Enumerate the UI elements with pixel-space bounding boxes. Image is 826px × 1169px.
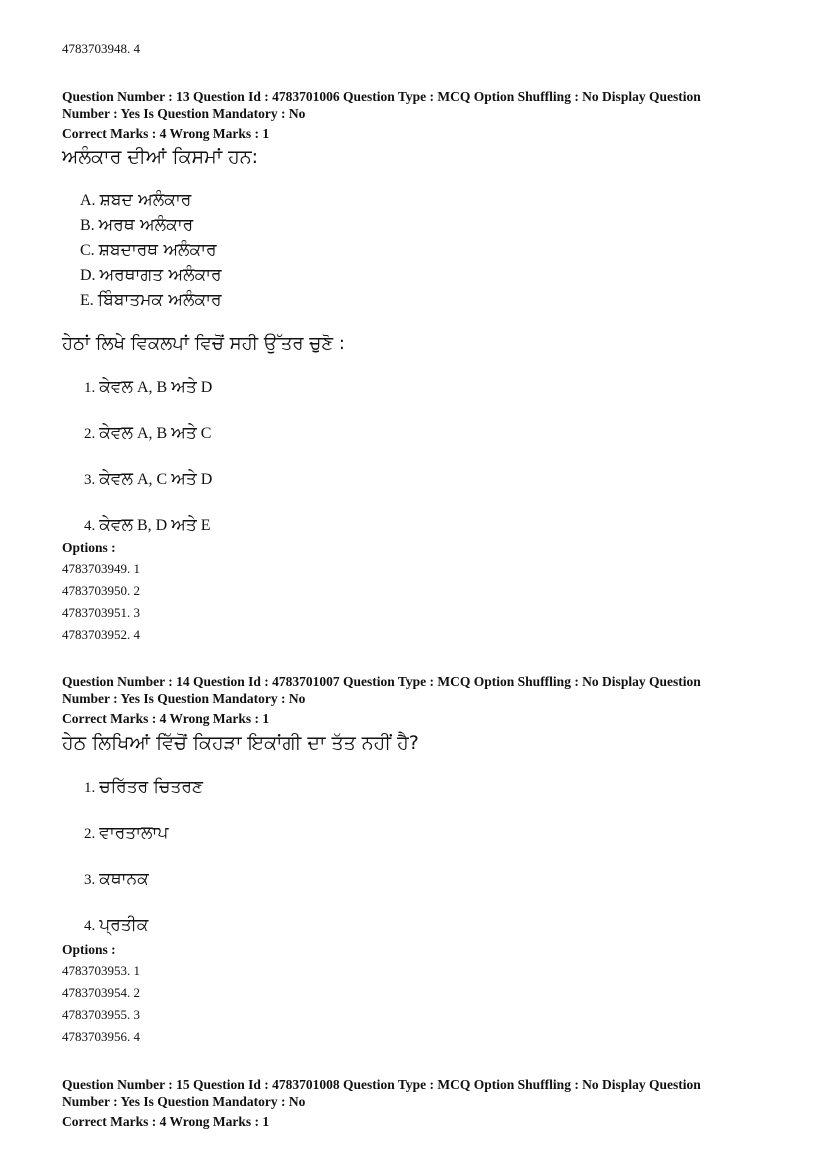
option-id: 4783703952. 4	[62, 627, 140, 642]
question-meta-line1: Question Number : 13 Question Id : 4783701006 Question Type : MCQ Option Shuffling : No Display Question	[62, 89, 701, 104]
question-marks: Correct Marks : 4 Wrong Marks : 1	[62, 1114, 270, 1129]
option-id: 4783703949. 1	[62, 561, 140, 576]
choice-3: 3. ਕੇਵਲ A, C ਅਤੇ D	[84, 469, 213, 489]
choice-2: 2. ਵਾਰਤਾਲਾਪ	[84, 823, 169, 843]
options-label: Options :	[62, 942, 116, 957]
statement-c: C. ਸ਼ਬਦਾਰਥ ਅਲੰਕਾਰ	[80, 240, 217, 260]
option-id: 4783703953. 1	[62, 963, 140, 978]
statement-e: E. ਬਿੰਬਾਤਮਕ ਅਲੰਕਾਰ	[80, 290, 222, 310]
statement-b: B. ਅਰਥ ਅਲੰਕਾਰ	[80, 215, 194, 235]
option-id: 4783703956. 4	[62, 1029, 140, 1044]
option-id: 4783703951. 3	[62, 605, 140, 620]
choice-3: 3. ਕਥਾਨਕ	[84, 869, 149, 889]
question-meta-line2: Number : Yes Is Question Mandatory : No	[62, 1094, 306, 1109]
question-meta-line2: Number : Yes Is Question Mandatory : No	[62, 691, 306, 706]
instruction-text: ਹੇਠਾਂ ਲਿਖੇ ਵਿਕਲਪਾਂ ਵਿਚੋਂ ਸਹੀ ਉੱਤਰ ਚੁਣੋ :	[62, 333, 345, 354]
choice-2: 2. ਕੇਵਲ A, B ਅਤੇ C	[84, 423, 212, 443]
option-id: 4783703955. 3	[62, 1007, 140, 1022]
question-meta-line1: Question Number : 14 Question Id : 4783701007 Question Type : MCQ Option Shuffling : No Display Question	[62, 674, 701, 689]
choice-1: 1. ਚਰਿੱਤਰ ਚਿਤਰਣ	[84, 777, 203, 797]
option-id: 4783703954. 2	[62, 985, 140, 1000]
question-text: ਹੇਠ ਲਿਖਿਆਂ ਵਿੱਚੋਂ ਕਿਹੜਾ ਇਕਾਂਗੀ ਦਾ ਤੱਤ ਨਹੀਂ ਹੈ?	[62, 732, 419, 754]
question-meta-line1: Question Number : 15 Question Id : 4783701008 Question Type : MCQ Option Shuffling : No Display Question	[62, 1077, 701, 1092]
question-text: ਅਲੰਕਾਰ ਦੀਆਂ ਕਿਸਮਾਂ ਹਨ:	[62, 146, 259, 168]
question-marks: Correct Marks : 4 Wrong Marks : 1	[62, 126, 270, 141]
choice-1: 1. ਕੇਵਲ A, B ਅਤੇ D	[84, 377, 213, 397]
option-id: 4783703950. 2	[62, 583, 140, 598]
choice-4: 4. ਕੇਵਲ B, D ਅਤੇ E	[84, 515, 211, 535]
options-label: Options :	[62, 540, 116, 555]
question-meta-line2: Number : Yes Is Question Mandatory : No	[62, 106, 306, 121]
statement-d: D. ਅਰਥਾਗਤ ਅਲੰਕਾਰ	[80, 265, 222, 285]
choice-4: 4. ਪ੍ਰਤੀਕ	[84, 915, 149, 935]
statement-a: A. ਸ਼ਬਦ ਅਲੰਕਾਰ	[80, 190, 192, 210]
question-marks: Correct Marks : 4 Wrong Marks : 1	[62, 711, 270, 726]
previous-option-id: 4783703948. 4	[62, 41, 140, 56]
